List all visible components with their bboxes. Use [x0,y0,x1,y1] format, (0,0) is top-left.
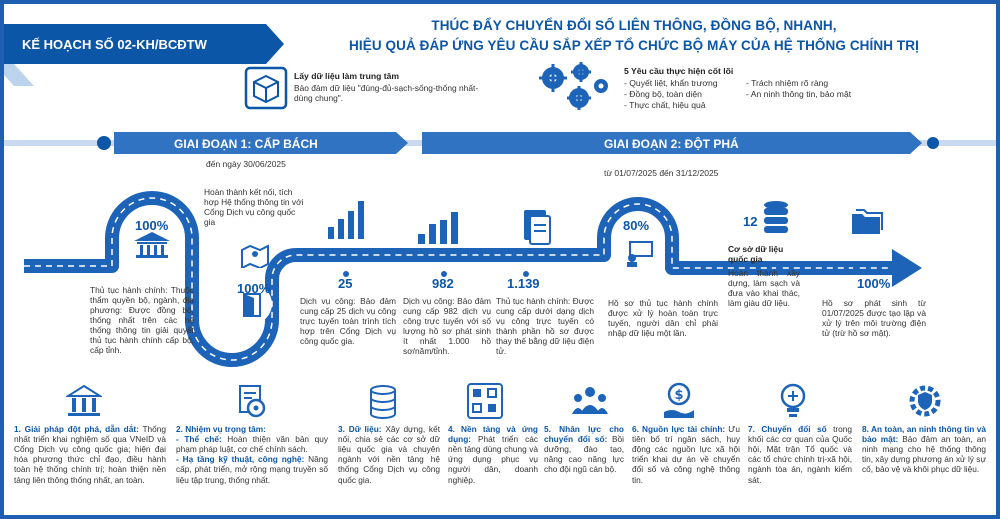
solution-6-title: 6. Nguồn lực tài chính: [632,424,726,434]
header-line-2: HIỆU QUẢ ĐÁP ỨNG YÊU CẦU SẮP XẾP TỔ CHỨC BỘ MÁY CỦA HỆ THỐNG CHÍNH TRỊ [349,37,919,53]
plan-title: KẾ HOẠCH SỐ 02-KH/BCĐTW [22,37,207,52]
presentation-icon [624,240,654,268]
db12-desc: Hoàn thành xây dựng, làm sạch và đưa vào khai thác, làm giàu dữ liệu. [728,268,800,309]
db12-title: Cơ sở dữ liệu quốc gia [728,244,784,265]
requirement-item: - Quyết liệt, khẩn trương [624,78,718,88]
solution-5-body: Bồi dưỡng, đào tạo, nâng cao năng lực cho đội ngũ cán bộ. [544,434,624,475]
header-line-1: THÚC ĐẨY CHUYỂN ĐỔI SỐ LIÊN THÔNG, ĐỒNG BỘ, NHANH, [431,18,837,33]
solution-8-title: 8. An toàn, an ninh thông tin và bảo mật: [862,424,986,445]
lightbulb-circuit-icon [776,382,810,420]
records80-value: 80% [623,218,650,233]
government-building-icon [132,230,172,260]
svg-text:$: $ [674,388,684,403]
records100-desc: Hồ sơ phát sinh từ 01/07/2025 được tạo lập và xử lý trên môi trường điện tử (trừ hồ sơ mật). [822,298,926,339]
document-icon [522,208,552,246]
solution-6-body: Ưu tiên bố trí ngân sách, huy động các nguồn lực xã hội triển khai dự án về chuyển đổi số và công nghệ thông tin. [632,424,740,485]
infographic [4,4,996,515]
solution-2-sub1-body: Hoàn thiện văn bản quy phạm pháp luật, cơ chế chính sách. [176,434,328,455]
database-icon [762,199,790,235]
records100-value: 100% [857,276,891,291]
money-hand-icon [662,382,696,420]
solution-3-body: Xây dựng, kết nối, chia sẻ các cơ sở dữ liệu quốc gia và chuyên ngành với nền tảng hệ thống Cổng Dịch vụ công quốc gia. [338,424,440,485]
gov-office-icon [66,384,102,418]
bar-chart-icon [326,199,372,241]
gear-document-icon [232,384,270,420]
solution-7-body: trong khối các cơ quan của Quốc hội, Mặt trận Tổ quốc và các tổ chức chính trị-xã hội, ngành tòa án, ngành kiểm sát. [748,424,852,485]
service982-desc: Dịch vụ công: Bảo đảm cung cấp 982 dịch vụ công trực tuyến với số lượng hồ sơ phát sinh ít nhất 1.000 hồ sơ/năm/tỉnh. [403,296,491,357]
data-center-title: Lấy dữ liệu làm trung tâm [294,71,400,81]
solution-1 [14,424,166,485]
records80-desc: Hồ sơ thủ tục hành chính được xử lý hoàn toàn trực tuyến, người dân chỉ phải nhập dữ liệu một lần. [608,298,718,339]
solution-2-sub2-body: Nâng cấp, phát triển, mở rộng mạng truyền số liệu tập trung, thống nhất. [176,454,328,485]
solution-7 [748,424,852,485]
proc1139-desc: Thủ tục hành chính: Được cung cấp dưới dạng dịch vụ công trực tuyến có thành phần hồ sơ được thay thế bằng dữ liệu điện tử. [496,296,594,357]
connect-desc: Hoàn thành kết nối, tích hợp Hệ thống thông tin với Cổng Dịch vụ công quốc gia [204,187,304,228]
requirements-title: 5 Yêu cầu thực hiện cốt lõi [624,66,734,76]
admin-desc: Thủ tục hành chính: Thuộc thẩm quyền bộ, ngành, địa phương: Được đồng bộ, thống nhất trên các hệ thống thông tin giải quyết thủ tục hành chính cấp bộ, cấp tỉnh. [90,285,194,356]
solution-5-title: 5. Nhân lực cho chuyển đổi số: [544,424,624,445]
solution-4-title: 4. Nền tảng và ứng dụng: [448,424,538,445]
team-icon [570,384,610,418]
solution-7-title: 7. Chuyển đổi số [748,424,827,434]
solution-1-body: Thống nhất triển khai nghiệm số qua VNeID và Cổng Dịch vụ công quốc gia; hiện đại hóa phương thức chỉ đạo, điều hành toàn hệ thống chính trị; hoàn thiện nền tảng liên thông thống nhất, an toàn. [14,424,166,485]
connect-percent: 100% [237,281,271,296]
phase1-label: GIAI ĐOẠN 1: CẤP BÁCH [174,137,318,151]
requirement-item: - An ninh thông tin, bảo mật [746,89,852,100]
phase1-date: đến ngày 30/06/2025 [206,159,286,169]
timeline-arrow-icon [892,249,922,287]
requirement-item: - Thực chất, hiệu quả [624,100,706,111]
solution-6 [632,424,740,485]
apps-grid-icon [466,382,504,420]
phase2-label: GIAI ĐOẠN 2: ĐỘT PHÁ [604,137,739,151]
solution-2-sub2-title: - Hạ tầng kỹ thuật, công nghệ: [176,454,305,465]
requirement-item: - Đồng bộ, toàn diện [624,89,702,100]
solution-5 [544,424,624,475]
map-icon [240,244,270,268]
db12-value: 12 [743,214,758,229]
requirement-item: - Trách nhiệm rõ ràng [746,78,829,88]
service982-value: 982 [432,276,454,291]
solution-2-title: 2. Nhiệm vụ trọng tâm: [176,424,266,434]
folders-icon [850,208,884,236]
solution-2 [176,424,328,485]
phase2-date: từ 01/07/2025 đến 31/12/2025 [604,168,719,178]
solution-4 [448,424,538,485]
proc1139-value: 1.139 [507,276,540,291]
solution-1-title: 1. Giải pháp đột phá, dẫn dắt: [14,424,139,434]
shield-gear-icon [908,382,942,420]
service25-desc: Dịch vụ công: Bảo đảm cung cấp 25 dịch vụ công trực tuyến toàn trình tích hợp trên Cổng Dịch vụ công quốc gia. [300,296,396,347]
solution-8 [862,424,986,475]
solution-4-body: Phát triển các nền tảng dùng chung và ứng dụng phục vụ người dân, doanh nghiệp. [448,434,539,485]
solution-2-sub1-title: - Thể chế: [176,434,222,445]
solution-3-title: 3. Dữ liệu: [338,424,382,434]
solution-3 [338,424,440,485]
data-center-desc: Bảo đảm dữ liệu "đúng-đủ-sạch-sống-thống nhất-dùng chung". [294,83,479,104]
solution-8-body: Bảo đảm an toàn, an ninh mạng cho hệ thống thông tin, xây dựng phương án xử lý sự cố, bảo vệ và khôi phục dữ liệu. [862,434,986,475]
bar-chart-icon [416,210,466,246]
service25-value: 25 [338,276,353,291]
admin-percent: 100% [135,218,169,233]
database-stack-icon [368,384,398,420]
